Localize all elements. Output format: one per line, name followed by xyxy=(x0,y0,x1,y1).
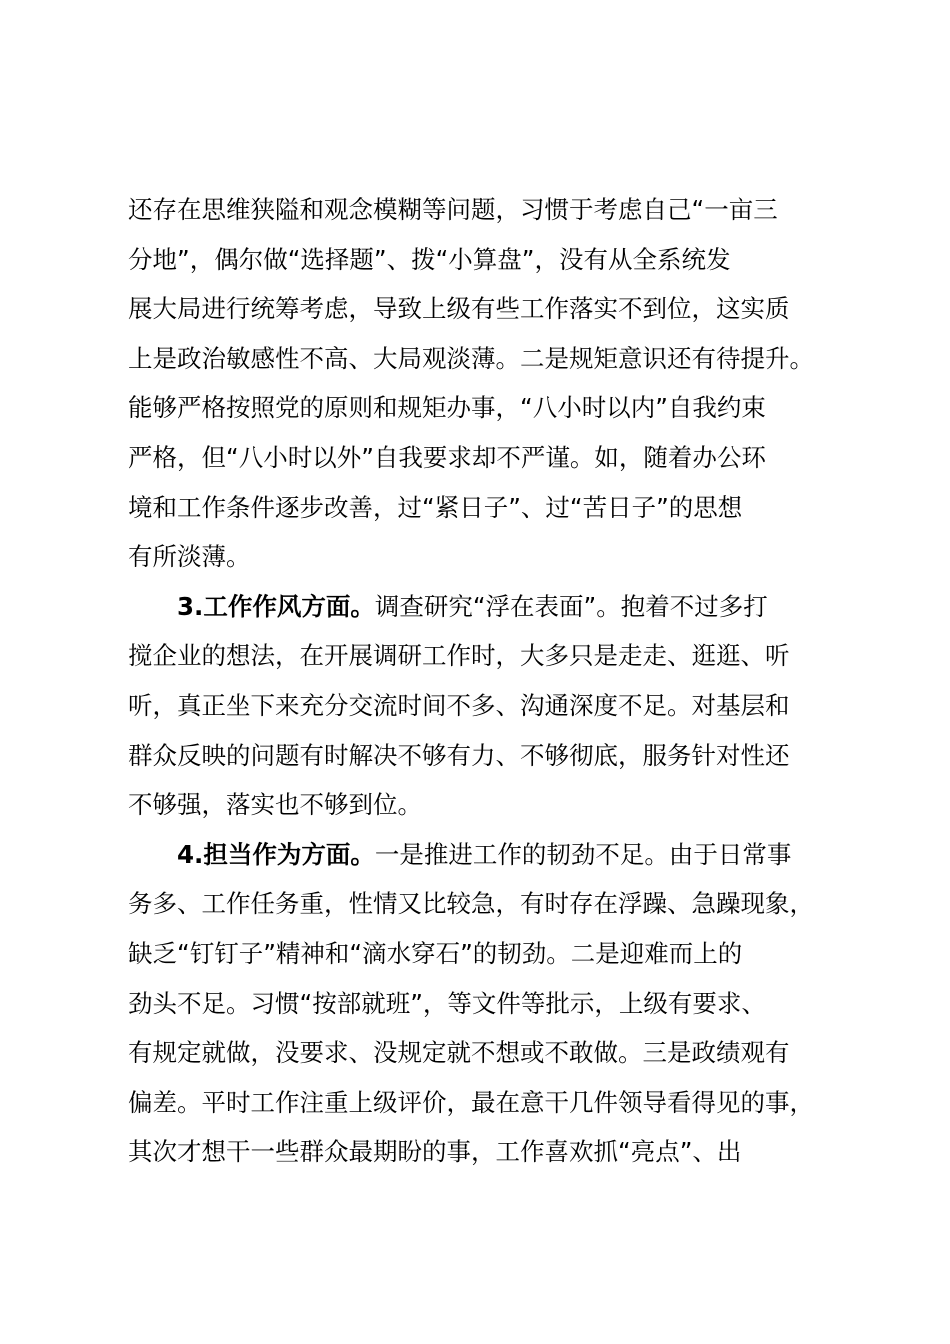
text-line: 分地”，偶尔做“选择题”、拨“小算盘”，没有从全系统发 xyxy=(128,244,731,274)
text-run: 一是推进工作的韧劲不足。由于日常事 xyxy=(374,839,792,869)
text-line: 展大局进行统筹考虑，导致上级有些工作落实不到位，这实质 xyxy=(128,294,790,324)
section-heading: 3.工作作风方面。 xyxy=(177,591,375,621)
text-line: 听，真正坐下来充分交流时间不多、沟通深度不足。对基层和 xyxy=(128,690,790,720)
text-line: 上是政治敏感性不高、大局观淡薄。二是规矩意识还有待提升。 xyxy=(128,343,814,373)
text-line xyxy=(128,582,848,632)
text-line: 不够强，落实也不够到位。 xyxy=(128,790,422,820)
text-line: 搅企业的想法，在开展调研工作时，大多只是走走、逛逛、听 xyxy=(128,641,790,671)
text-line: 其次才想干一些群众最期盼的事，工作喜欢抓“亮点”、出 xyxy=(128,1137,742,1167)
text-line: 缺乏“钉钉子”精神和“滴水穿石”的韧劲。二是迎难而上的 xyxy=(128,938,743,968)
paragraph-responsibility xyxy=(128,830,848,1177)
text-line: 群众反映的问题有时解决不够有力、不够彻底，服务针对性还 xyxy=(128,740,790,770)
text-line: 严格，但“八小时以外”自我要求却不严谨。如，随着办公环 xyxy=(128,442,766,472)
text-line: 偏差。平时工作注重上级评价，最在意干几件领导看得见的事， xyxy=(128,1087,814,1117)
text-line: 还存在思维狭隘和观念模糊等问题，习惯于考虑自己“一亩三 xyxy=(128,195,778,224)
section-heading: 4.担当作为方面。 xyxy=(177,839,375,869)
text-line: 务多、工作任务重，性情又比较急，有时存在浮躁、急躁现象， xyxy=(128,889,814,919)
text-line xyxy=(128,830,848,880)
text-line: 有所淡薄。 xyxy=(128,542,251,572)
text-line: 劲头不足。习惯“按部就班”，等文件等批示，上级有要求、 xyxy=(128,988,766,1018)
text-line: 境和工作条件逐步改善，过“紧日子”、过“苦日子”的思想 xyxy=(128,492,743,522)
text-line: 有规定就做，没要求、没规定就不想或不敢做。三是政绩观有 xyxy=(128,1038,790,1068)
text-line: 能够严格按照党的原则和规矩办事，“八小时以内”自我约束 xyxy=(128,393,766,423)
text-run: 调查研究“浮在表面”。抱着不过多打 xyxy=(374,591,768,621)
document-body xyxy=(128,185,848,1177)
paragraph-political-awareness xyxy=(128,185,848,582)
paragraph-work-style xyxy=(128,582,848,830)
